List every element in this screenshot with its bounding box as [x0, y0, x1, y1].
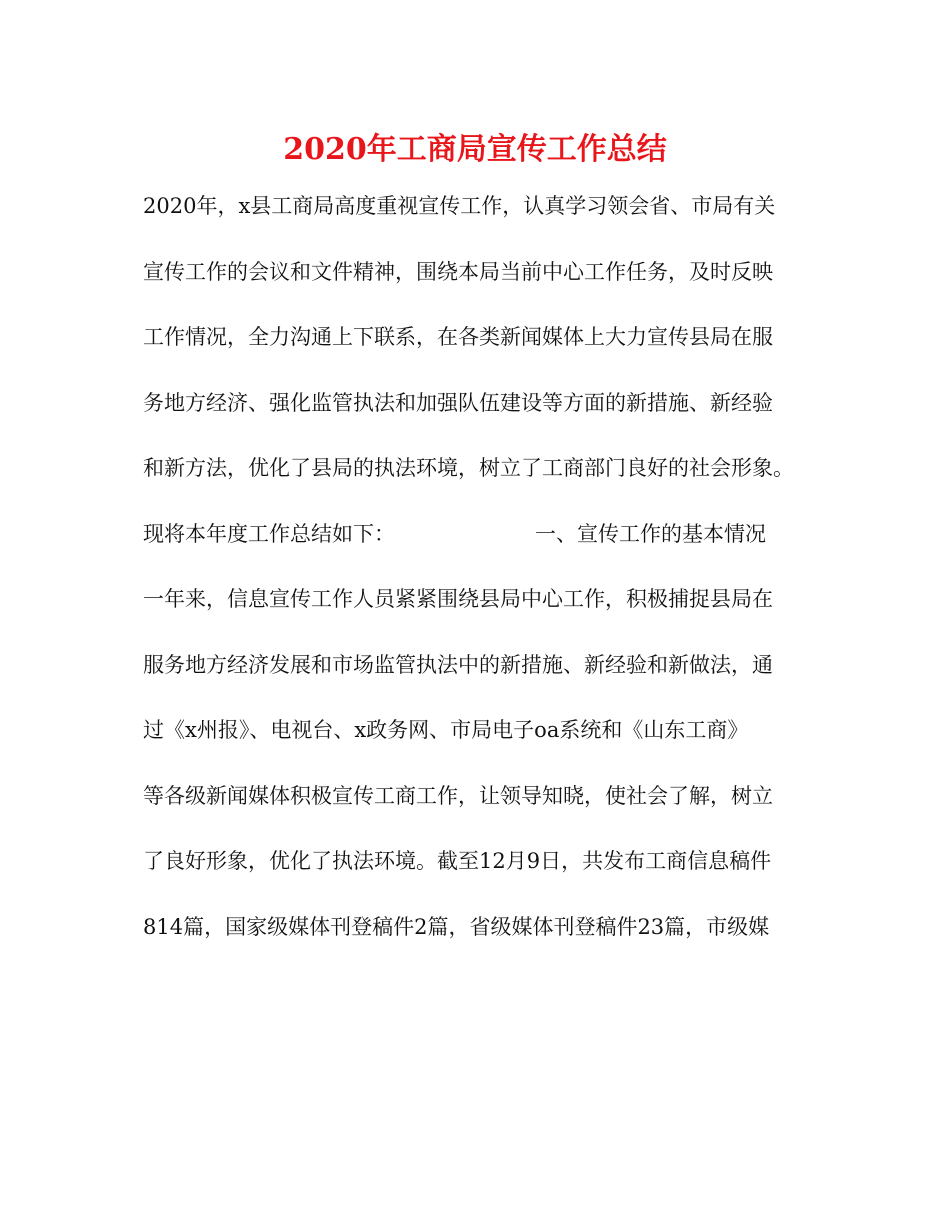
paragraph-line-3: 工作情况，全力沟通上下联系，在各类新闻媒体上大力宣传县局在服 — [143, 325, 773, 349]
paragraph-line-1: 2020年，x县工商局高度重视宣传工作，认真学习领会省、市局有关 — [143, 194, 776, 218]
paragraph-line-10: 等各级新闻媒体积极宣传工商工作，让领导知晓，使社会了解，树立 — [143, 783, 773, 808]
paragraph-line-9: 过《x州报》、电视台、x政务网、市局电子oa系统和《山东工商》 — [143, 718, 749, 742]
paragraph-line-11: 了良好形象，优化了执法环境。截至12月9日，共发布工商信息稿件 — [143, 849, 772, 873]
paragraph-line-2: 宣传工作的会议和文件精神，围绕本局当前中心工作任务，及时反映 — [143, 259, 773, 284]
paragraph-line-6 — [143, 518, 823, 584]
summary-intro-text: 现将本年度工作总结如下： — [143, 521, 395, 546]
paragraph-line-12: 814篇，国家级媒体刊登稿件2篇，省级媒体刊登稿件23篇，市级媒 — [143, 914, 770, 939]
section-heading: 一、宣传工作的基本情况 — [535, 521, 766, 546]
paragraph-line-5: 和新方法，优化了县局的执法环境，树立了工商部门良好的社会形象。 — [143, 456, 794, 480]
paragraph-line-4: 务地方经济、强化监管执法和加强队伍建设等方面的新措施、新经验 — [143, 390, 773, 415]
document-title: 2020年工商局宣传工作总结 — [283, 132, 667, 167]
paragraph-line-7: 一年来，信息宣传工作人员紧紧围绕县局中心工作，积极捕捉县局在 — [143, 587, 773, 611]
document-body — [143, 190, 823, 976]
paragraph-line-8: 服务地方经济发展和市场监管执法中的新措施、新经验和新做法，通 — [143, 652, 773, 677]
